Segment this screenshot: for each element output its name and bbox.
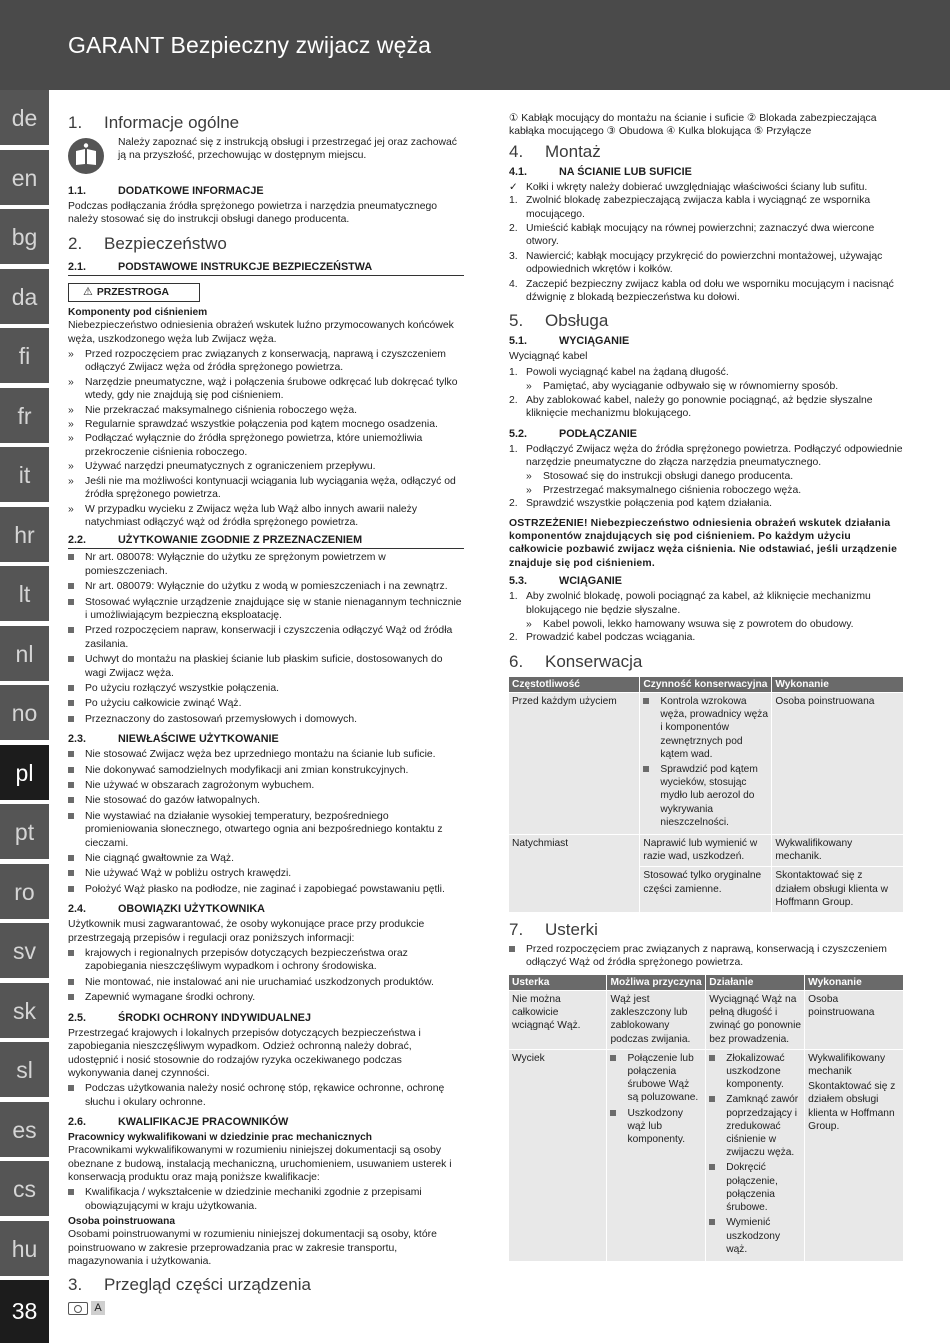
list-item: [643, 695, 768, 761]
subsection-number: 2.1.: [68, 260, 87, 273]
list-item-text: Nie używać Wąż w pobliżu ostrych krawędzi.: [85, 868, 292, 880]
lang-tab-es[interactable]: es: [0, 1102, 49, 1159]
list-item: » Kabel powoli, lekko hamowany wsuwa się z powrotem do obudowy.: [526, 618, 905, 631]
subsection-4-1-heading: [509, 165, 905, 179]
list-item-text: Uszkodzony wąż lub komponenty.: [627, 1107, 686, 1146]
table-row: [509, 835, 903, 866]
list-item: [709, 1093, 801, 1159]
section-number: 7.: [509, 920, 524, 940]
bullet-square-icon: [68, 950, 74, 956]
step-text: Podłączyć Zwijacz węża do źródła sprężonego powietrza. Podłączyć odpowiednie narzędzie pneumatyczne do złącza narzędzia pneumatycznego.: [526, 443, 903, 468]
list-item: [68, 713, 464, 726]
list-item: [68, 624, 464, 651]
step-text: Aby zwolnić blokadę, powoli pociągnąć za kabel, aż kliknięcie mechanizmu blokującego nie będzie słyszalne.: [526, 591, 871, 616]
table-cell: Osoba poinstruowana: [772, 693, 903, 834]
step-text: Aby zablokować kabel, należy go ponownie pociągnąć, aż będzie słyszalne kliknięcie mechanizmu blokującego.: [526, 394, 873, 420]
list-item: [68, 883, 464, 896]
pressure-components-subhead: Komponenty pod ciśnieniem: [68, 307, 208, 319]
list-item-text: Połączenie lub połączenia śrubowe Wąż są poluzowane.: [627, 1052, 699, 1104]
qualifications-list: [68, 1186, 464, 1213]
subsection-title: UŻYTKOWANIE ZGODNIE Z PRZEZNACZENIEM: [118, 534, 363, 547]
lang-tab-fr[interactable]: fr: [0, 388, 49, 445]
lang-tab-cs[interactable]: cs: [0, 1161, 49, 1218]
section-number: 3.: [68, 1275, 83, 1295]
pressure-hazard-text: Niebezpieczeństwo odniesienia obrażeń wskutek luźno przymocowanych końcówek węża, uszkodzonego węża lub Zwijacz węża.: [68, 320, 454, 345]
list-item: » Regularnie sprawdzać wszystkie połączenia pod kątem mocnego osadzenia.: [68, 418, 464, 431]
section-number: 5.: [509, 311, 524, 331]
list-item: [68, 697, 464, 710]
step-item: [509, 278, 905, 305]
table-cell: Wyciek: [509, 1050, 606, 1261]
list-item-text: krajowych i regionalnych przepisów dotyczących bezpieczeństwa oraz zapobiegania nieszczęśliwym wypadkom i ochrony środowiska.: [85, 948, 408, 973]
section-title: Obsługa: [545, 311, 609, 331]
step-text: Sprawdzić wszystkie połączenia pod kątem działania.: [526, 498, 773, 510]
section-title: Montaż: [545, 141, 601, 161]
bullet-square-icon: [68, 554, 74, 560]
intended-use-list: [68, 551, 464, 726]
list-item: [68, 779, 464, 792]
section-3-heading: [68, 1274, 464, 1295]
list-item: » W przypadku wycieku z Zwijacz węża lub Wąż albo innych awarii należy natychmiast odłączyć wąż od źródła sprężonego powietrza.: [68, 503, 464, 530]
bullet-square-icon: [68, 627, 74, 633]
lang-tab-bg[interactable]: bg: [0, 209, 49, 266]
step-number: 4.: [509, 278, 518, 290]
table-row: [509, 693, 903, 834]
subsection-number: 2.5.: [68, 1011, 87, 1024]
subsection-title: PODŁĄCZANIE: [559, 427, 637, 440]
section-5-heading: [509, 310, 905, 331]
list-item: [509, 943, 905, 970]
section-title: Przegląd części urządzenia: [104, 1275, 311, 1295]
subsection-title: OBOWIĄZKI UŻYTKOWNIKA: [118, 903, 265, 916]
troubleshooting-intro: [509, 943, 905, 970]
step-item: [509, 631, 905, 644]
retract-steps: [509, 590, 905, 617]
troubleshooting-table: [508, 974, 904, 1262]
table-header-row: [509, 677, 903, 692]
subsection-number: 5.2.: [509, 427, 528, 440]
list-item: [68, 682, 464, 695]
list-item: [68, 991, 464, 1004]
section-4-heading: [509, 141, 905, 162]
step-item: [509, 194, 905, 221]
list-item: » Jeśli nie ma możliwości kontynuacji wciągania lub wyciągania węża, odłączyć od źródła sprężonego powietrza.: [68, 475, 464, 502]
subsection-5-2-heading: [509, 427, 905, 441]
bullet-square-icon: [68, 855, 74, 861]
bullet-square-icon: [643, 766, 649, 772]
section-number: 4.: [509, 141, 524, 161]
page-title: GARANT Bezpieczny zwijacz węża: [68, 32, 432, 58]
table-cell: Wąż jest zakleszczony lub zablokowany podczas zwijania.: [607, 991, 705, 1049]
list-item: [68, 976, 464, 989]
list-item: [68, 596, 464, 623]
table-cell: Nie można całkowicie wciągnąć Wąż.: [509, 991, 606, 1049]
lang-tab-sl[interactable]: sl: [0, 1042, 49, 1099]
step-item: [509, 590, 905, 617]
list-item: [68, 748, 464, 761]
table-cell: Stosować tylko oryginalne części zamienne.: [640, 867, 771, 912]
subsection-5-1-heading: [509, 334, 905, 348]
table-cell: Skontaktować się z działem obsługi klienta w Hoffmann Group.: [772, 867, 903, 912]
mounting-steps: [509, 194, 905, 304]
ppe-list: [68, 1082, 464, 1109]
table-row: [509, 1050, 903, 1261]
subsection-2-3-heading: [68, 732, 464, 746]
bullet-square-icon: [68, 583, 74, 589]
lang-tab-ro[interactable]: ro: [0, 864, 49, 921]
section-number: 2.: [68, 233, 83, 253]
list-item-text: Kwalifikacja / wykształcenie w dziedzinie mechaniki zgodnie z przepisami obowiązującymi w kraju użytkowania.: [85, 1187, 422, 1212]
step-item: [509, 443, 905, 470]
section-title: Bezpieczeństwo: [104, 233, 227, 253]
connect-steps: [509, 443, 905, 470]
list-item-text: Położyć Wąż płasko na podłodze, nie zaginać i zapobiegać powstawaniu pętli.: [85, 883, 445, 895]
lang-tab-en[interactable]: en: [0, 150, 49, 207]
subsection-title: NA ŚCIANIE LUB SUFICIE: [559, 165, 692, 178]
warning-triangle-icon: ⚠: [83, 285, 93, 298]
list-item-text: Dokręcić połączenie, połączenia śrubowe.: [726, 1162, 778, 1214]
bullet-square-icon: [709, 1096, 715, 1102]
list-item-text: Podczas użytkowania należy nosić ochronę stóp, rękawice ochronne, ochronę słuchu i okulary ochronne.: [85, 1083, 445, 1108]
cell-text: Skontaktować się z działem obsługi klienta w Hoffmann Group.: [808, 1081, 896, 1132]
list-item: » Pamiętać, aby wyciąganie odbywało się w równomierny sposób.: [526, 380, 905, 393]
connect-steps-cont: [509, 497, 905, 510]
step-text: Prowadzić kabel podczas wciągania.: [526, 632, 696, 644]
skilled-workers-subhead: Pracownicy wykwalifikowani w dziedzinie prac mechanicznych: [68, 1132, 373, 1144]
list-item: » Przed rozpoczęciem prac związanych z konserwacją, naprawą i czyszczeniem odłączyć Zwijacz węża od źródła sprężonego powietrza.: [68, 348, 464, 375]
left-column: [68, 112, 464, 1316]
list-item-text: Przed rozpoczęciem napraw, konserwacji i czyszczenia odłączyć Wąż od źródła zasilania.: [85, 625, 453, 650]
lang-tab-da[interactable]: da: [0, 269, 49, 326]
list-item: [68, 580, 464, 593]
cell-text: Wykwalifikowany mechanik: [808, 1052, 886, 1078]
caution-text: PRZESTROGA: [96, 286, 170, 298]
camera-icon: [68, 1302, 88, 1315]
list-item-text: Uchwyt do montażu na płaskiej ścianie lub płaskim suficie, dostosowanych do wagi Zwijacz węża.: [85, 654, 443, 679]
list-item: [610, 1107, 702, 1147]
lang-tab-it[interactable]: it: [0, 447, 49, 504]
step-item: [509, 222, 905, 249]
improper-use-list: [68, 748, 464, 896]
step-text: Zaczepić bezpieczny zwijacz kabla od dołu we wsporniku mocującym i nacisnąć dźwignię z blokadą bezpieczeństwa ku dołowi.: [526, 278, 894, 304]
list-item-text: Nie ciągnąć gwałtownie za Wąż.: [85, 853, 235, 865]
step-number: 2.: [509, 632, 518, 644]
subsection-5-3-heading: [509, 574, 905, 588]
bullet-square-icon: [68, 767, 74, 773]
list-item-text: Nr art. 080079: Wyłącznie do użytku z wodą w pomieszczeniach i na zewnątrz.: [85, 581, 448, 593]
list-item: [68, 947, 464, 974]
list-item-text: Wymienić uszkodzony wąż.: [726, 1217, 781, 1255]
read-manual-note: [68, 136, 464, 178]
list-item-text: Przeznaczony do zastosowań przemysłowych i domowych.: [85, 713, 358, 725]
pull-out-steps-cont: [509, 394, 905, 421]
lang-tab-sk[interactable]: sk: [0, 983, 49, 1040]
lang-tab-sv[interactable]: sv: [0, 923, 49, 980]
table-cell: Wykwalifikowany mechanik.: [772, 835, 903, 866]
list-item-text: Złokalizować uszkodzone komponenty.: [726, 1052, 785, 1091]
table-cell: [640, 693, 771, 834]
step-item: [509, 250, 905, 277]
list-item: [68, 551, 464, 578]
bullet-square-icon: [68, 870, 74, 876]
list-item: » Podłączać wyłącznie do źródła sprężonego powietrza, które uniemożliwia przekroczenie ciśnienia roboczego.: [68, 432, 464, 459]
step-number: 2.: [509, 223, 518, 235]
bullet-square-icon: [68, 716, 74, 722]
list-item-text: Sprawdzić pod kątem wycieków, stosując mydło lub aerozol do wykrywania nieszczelności.: [660, 764, 758, 828]
subsection-title: WCIĄGANIE: [559, 575, 622, 588]
section-number: 1.: [68, 113, 83, 132]
subsection-title: ŚRODKI OCHRONY INDYWIDUALNEJ: [118, 1011, 311, 1024]
list-item: [68, 764, 464, 777]
list-item: [643, 763, 768, 829]
lang-tab-hu[interactable]: hu: [0, 1221, 49, 1278]
bullet-square-icon: [68, 1189, 74, 1195]
table-header-row: [509, 975, 903, 990]
step-number: 2.: [509, 394, 518, 406]
bullet-square-icon: [509, 946, 515, 952]
section-title: Konserwacja: [545, 651, 643, 671]
step-item: [509, 366, 905, 379]
bullet-square-icon: [610, 1110, 616, 1116]
subsection-title: KWALIFIKACJE PRACOWNIKÓW: [118, 1116, 289, 1129]
bullet-square-icon: [68, 797, 74, 803]
list-item-text: Nie montować, nie instalować ani nie uruchamiać uszkodzonych produktów.: [85, 976, 434, 988]
bullet-square-icon: [68, 656, 74, 662]
list-item: » Narzędzie pneumatyczne, wąż i połączenia śrubowe odkręcać lub dokręcać tylko wtedy, gdy nie znajdują się pod ciśnieniem.: [68, 376, 464, 403]
step-number: 3.: [509, 250, 518, 262]
column-header: Możliwa przyczyna: [607, 975, 705, 990]
column-header: Wykonanie: [772, 677, 903, 692]
operator-duties-text: Użytkownik musi zagwarantować, że osoby wykonujące prace przy produkcie przestrzegają przepisów i regulacji oraz poniższych informacji:: [68, 919, 425, 944]
lang-tab-pt[interactable]: pt: [0, 804, 49, 861]
column-header: Częstotliwość: [509, 677, 639, 692]
subsection-title: PODSTAWOWE INSTRUKCJE BEZPIECZEŃSTWA: [118, 260, 373, 273]
sub-instructions: [526, 470, 905, 497]
instructed-person-text: Osobami poinstruowanymi w rozumieniu niniejszej dokumentacji są osoby, które poinstruowano w zakresie przeprowadzania prac w zakresie transportu, magazynowania i użytkowania.: [68, 1229, 437, 1267]
list-item: » Używać narzędzi pneumatycznych z ograniczeniem przepływu.: [68, 460, 464, 473]
bullet-square-icon: [68, 886, 74, 892]
lang-tab-fi[interactable]: fi: [0, 328, 49, 385]
sub-instructions: [526, 380, 905, 393]
subsection-number: 2.4.: [68, 903, 87, 916]
list-item-text: Nr art. 080078: Wyłącznie do użytku ze sprężonym powietrzem w pomieszczeniach.: [85, 552, 386, 577]
step-text: Nawiercić; kabłąk mocujący przykręcić do powierzchni montażowej, używając odpowiednich wkrętów i kołków.: [526, 250, 883, 276]
bullet-square-icon: [709, 1164, 715, 1170]
step-item: [509, 394, 905, 421]
header-bar: [0, 0, 950, 90]
operator-duties-list: [68, 947, 464, 1005]
list-item-text: Kontrola wzrokowa węża, prowadnicy węża i komponentów zewnętrznych pod kątem wad.: [660, 695, 769, 760]
list-item-text: Przed rozpoczęciem prac związanych z naprawą, konserwacją i czyszczeniem odłączyć Wąż od źródła sprężonego powietrza.: [526, 944, 887, 969]
list-item-text: Nie wystawiać na działanie wysokiej temperatury, bezpośredniego promieniowania słonecznego, otwartego ognia ani bezpośredniego kontaktu z cieczami.: [85, 810, 443, 849]
language-sidebar: [0, 90, 49, 1343]
read-manual-icon: [68, 138, 104, 174]
column-header: Czynność konserwacyjna: [640, 677, 771, 692]
list-item-text: Nie dokonywać samodzielnych modyfikacji ani zmian konstrukcyjnych.: [85, 764, 409, 776]
table-cell: Naprawić lub wymienić w razie wad, uszkodzeń.: [640, 835, 771, 866]
page-number: 38: [0, 1280, 49, 1343]
bullet-square-icon: [68, 700, 74, 706]
bullet-square-icon: [643, 698, 649, 704]
subsection-2-5-heading: [68, 1011, 464, 1025]
step-text: Powoli wyciągnąć kabel na żądaną długość.: [526, 366, 729, 378]
sub-instructions: [526, 618, 905, 631]
bullet-square-icon: [610, 1055, 616, 1061]
bullet-square-icon: [68, 813, 74, 819]
subsection-number: 5.1.: [509, 335, 528, 348]
subsection-title: NIEWŁAŚCIWE UŻYTKOWANIE: [118, 733, 279, 746]
list-item-text: Zamknąć zawór poprzedzający i zredukować ciśnienie w zwijaczu węża.: [726, 1094, 799, 1159]
subsection-title: WYCIĄGANIE: [559, 335, 630, 348]
retract-steps-cont: [509, 631, 905, 644]
list-item: [610, 1052, 702, 1105]
pull-out-steps: [509, 366, 905, 379]
bullet-square-icon: [68, 979, 74, 985]
lang-tab-hr[interactable]: hr: [0, 507, 49, 564]
skilled-workers-text: Pracownikami wykwalifikowanymi w rozumieniu niniejszej dokumentacji są osoby obeznane z budową, instalacją mechaniczną, uruchomieniem, usuwaniem usterek i konserwacją produktu oraz mają poniższe kwalifikacje:: [68, 1145, 452, 1183]
maintenance-table: [508, 676, 904, 913]
lang-tab-pl-active[interactable]: pl: [0, 745, 49, 802]
bullet-square-icon: [709, 1055, 715, 1061]
safety-instructions-list: [68, 348, 464, 529]
section-7-heading: [509, 919, 905, 940]
list-item: [709, 1052, 801, 1092]
table-cell: Osoba poinstruowana: [805, 991, 903, 1049]
step-text: Umieścić kabłąk mocujący na równej powierzchni; zaznaczyć dwa wiercone otwory.: [526, 223, 875, 248]
bullet-square-icon: [68, 599, 74, 605]
bullet-square-icon: [68, 751, 74, 757]
lang-tab-de[interactable]: de: [0, 90, 49, 147]
table-cell: [805, 1050, 903, 1261]
instructed-person-subhead: Osoba poinstruowana: [68, 1216, 175, 1228]
list-item: [68, 1186, 464, 1213]
list-item: [68, 794, 464, 807]
table-cell: [607, 1050, 705, 1261]
list-item-text: Nie używać w obszarach zagrożonym wybuchem.: [85, 780, 315, 791]
list-item: » Stosować się do instrukcji obsługi danego producenta.: [526, 470, 905, 483]
list-item-text: Nie stosować do gazów łatwopalnych.: [85, 795, 261, 807]
parts-legend: ① Kabłąk mocujący do montażu na ścianie i suficie ② Blokada zabezpieczająca kabłąka mocującego ③ Obudowa ④ Kulka blokująca ⑤ Przyłącze: [509, 113, 877, 138]
list-item: [68, 810, 464, 850]
right-column: [509, 112, 905, 1268]
subsection-number: 4.1.: [509, 165, 528, 178]
step-number: 1.: [509, 366, 518, 378]
pressure-warning: OSTRZEŻENIE! Niebezpieczeństwo odniesienia obrażeń wskutek działania komponentów znajdujących się pod ciśnieniem. Po każdym użyciu całkowicie pozbawić zwijacz węża ciśnienia. Nie odstawiać, jeśli urządzenie znajduje się pod ciśnieniem.: [509, 517, 898, 569]
subsection-number: 1.1.: [68, 185, 87, 197]
figure-reference: [68, 1301, 464, 1315]
table-cell: Wyciągnąć Wąż na pełną długość i zwinąć go ponownie bez prowadzenia.: [706, 991, 804, 1049]
section-title: Informacje ogólne: [104, 113, 240, 132]
table-row: [509, 991, 903, 1049]
section-number: 6.: [509, 651, 524, 671]
subsection-number: 2.2.: [68, 534, 87, 547]
bullet-square-icon: [68, 685, 74, 691]
section-title: Usterki: [545, 920, 598, 940]
checkmark-item: ✓ Kołki i wkręty należy dobierać uwzględniając właściwości ściany lub sufitu.: [509, 181, 905, 194]
list-item-text: Po użyciu całkowicie zwinąć Wąż.: [85, 698, 242, 710]
list-item: [68, 653, 464, 680]
subsection-1-1-heading: [68, 184, 464, 198]
list-item: [709, 1161, 801, 1214]
subsection-2-4-heading: [68, 902, 464, 916]
lang-tab-nl[interactable]: nl: [0, 626, 49, 683]
lang-tab-lt[interactable]: lt: [0, 566, 49, 623]
column-header: Wykonanie: [805, 975, 903, 990]
step-item: [509, 497, 905, 510]
intro-text: Należy zapoznać się z instrukcją obsługi i przestrzegać jej oraz zachować ją na przyszłość, przechowując w dostępnym miejscu.: [118, 137, 458, 162]
section-2-heading: [68, 233, 464, 254]
pull-out-intro: Wyciągnąć kabel: [509, 351, 588, 363]
step-text: Zwolnić blokadę zabezpieczającą zwijacza kabla i wyciągnąć ze wspornika mocującego.: [526, 195, 871, 220]
caution-label: [68, 283, 200, 302]
subsection-2-6-heading: [68, 1115, 464, 1129]
list-item: » Nie przekraczać maksymalnego ciśnienia roboczego węża.: [68, 404, 464, 417]
bullet-square-icon: [68, 994, 74, 1000]
table-cell: [706, 1050, 804, 1261]
bullet-square-icon: [68, 1085, 74, 1091]
ppe-text: Przestrzegać krajowych i lokalnych przepisów dotyczących bezpieczeństwa i zapobiegania nieszczęśliwym wypadkom. Odzież ochronną należy dobrać, udostępnić i nosić stosownie do rodzajów ryzyka oczekiwanego podczas wykonywania danej czynności.: [68, 1027, 421, 1079]
section-1-heading: [68, 112, 464, 133]
column-header: Działanie: [706, 975, 804, 990]
subsection-2-2-heading: [68, 533, 464, 549]
list-item-text: Po użyciu rozłączyć wszystkie połączenia.: [85, 682, 280, 694]
prerequisite-list: [509, 181, 905, 194]
list-item: » Przestrzegać maksymalnego ciśnienia roboczego węża.: [526, 484, 905, 497]
lang-tab-no[interactable]: no: [0, 685, 49, 742]
step-number: 1.: [509, 443, 518, 455]
list-item-text: Nie stosować Zwijacz węża bez uprzedniego montażu na ścianie lub suficie.: [85, 749, 436, 761]
step-number: 1.: [509, 591, 518, 603]
figure-letter: A: [91, 1301, 105, 1315]
bullet-square-icon: [709, 1219, 715, 1225]
list-item-text: Zapewnić wymagane środki ochrony.: [85, 992, 256, 1004]
list-item: [68, 867, 464, 880]
table-cell: Przed każdym użyciem: [509, 693, 639, 834]
subsection-2-1-heading: [68, 260, 464, 276]
table-cell: Natychmiast: [509, 835, 639, 912]
subsection-number: 2.6.: [68, 1116, 87, 1129]
step-number: 1.: [509, 195, 518, 207]
bullet-square-icon: [68, 782, 74, 788]
list-item: [709, 1216, 801, 1256]
list-item: [68, 1082, 464, 1109]
section-6-heading: [509, 651, 905, 672]
step-number: 2.: [509, 498, 518, 510]
additional-info-text: Podczas podłączania źródła sprężonego powietrza i narzędzia pneumatycznego należy stosować się do instrukcji obsługi danego producenta.: [68, 201, 438, 226]
subsection-number: 2.3.: [68, 733, 87, 746]
column-header: Usterka: [509, 975, 606, 990]
list-item: [68, 852, 464, 865]
subsection-number: 5.3.: [509, 575, 528, 588]
list-item-text: Stosować wyłącznie urządzenie znajdujące się w stanie nienagannym technicznie i umożliwiającym bezpieczną eksploatację.: [85, 596, 462, 621]
subsection-title: DODATKOWE INFORMACJE: [118, 185, 264, 197]
